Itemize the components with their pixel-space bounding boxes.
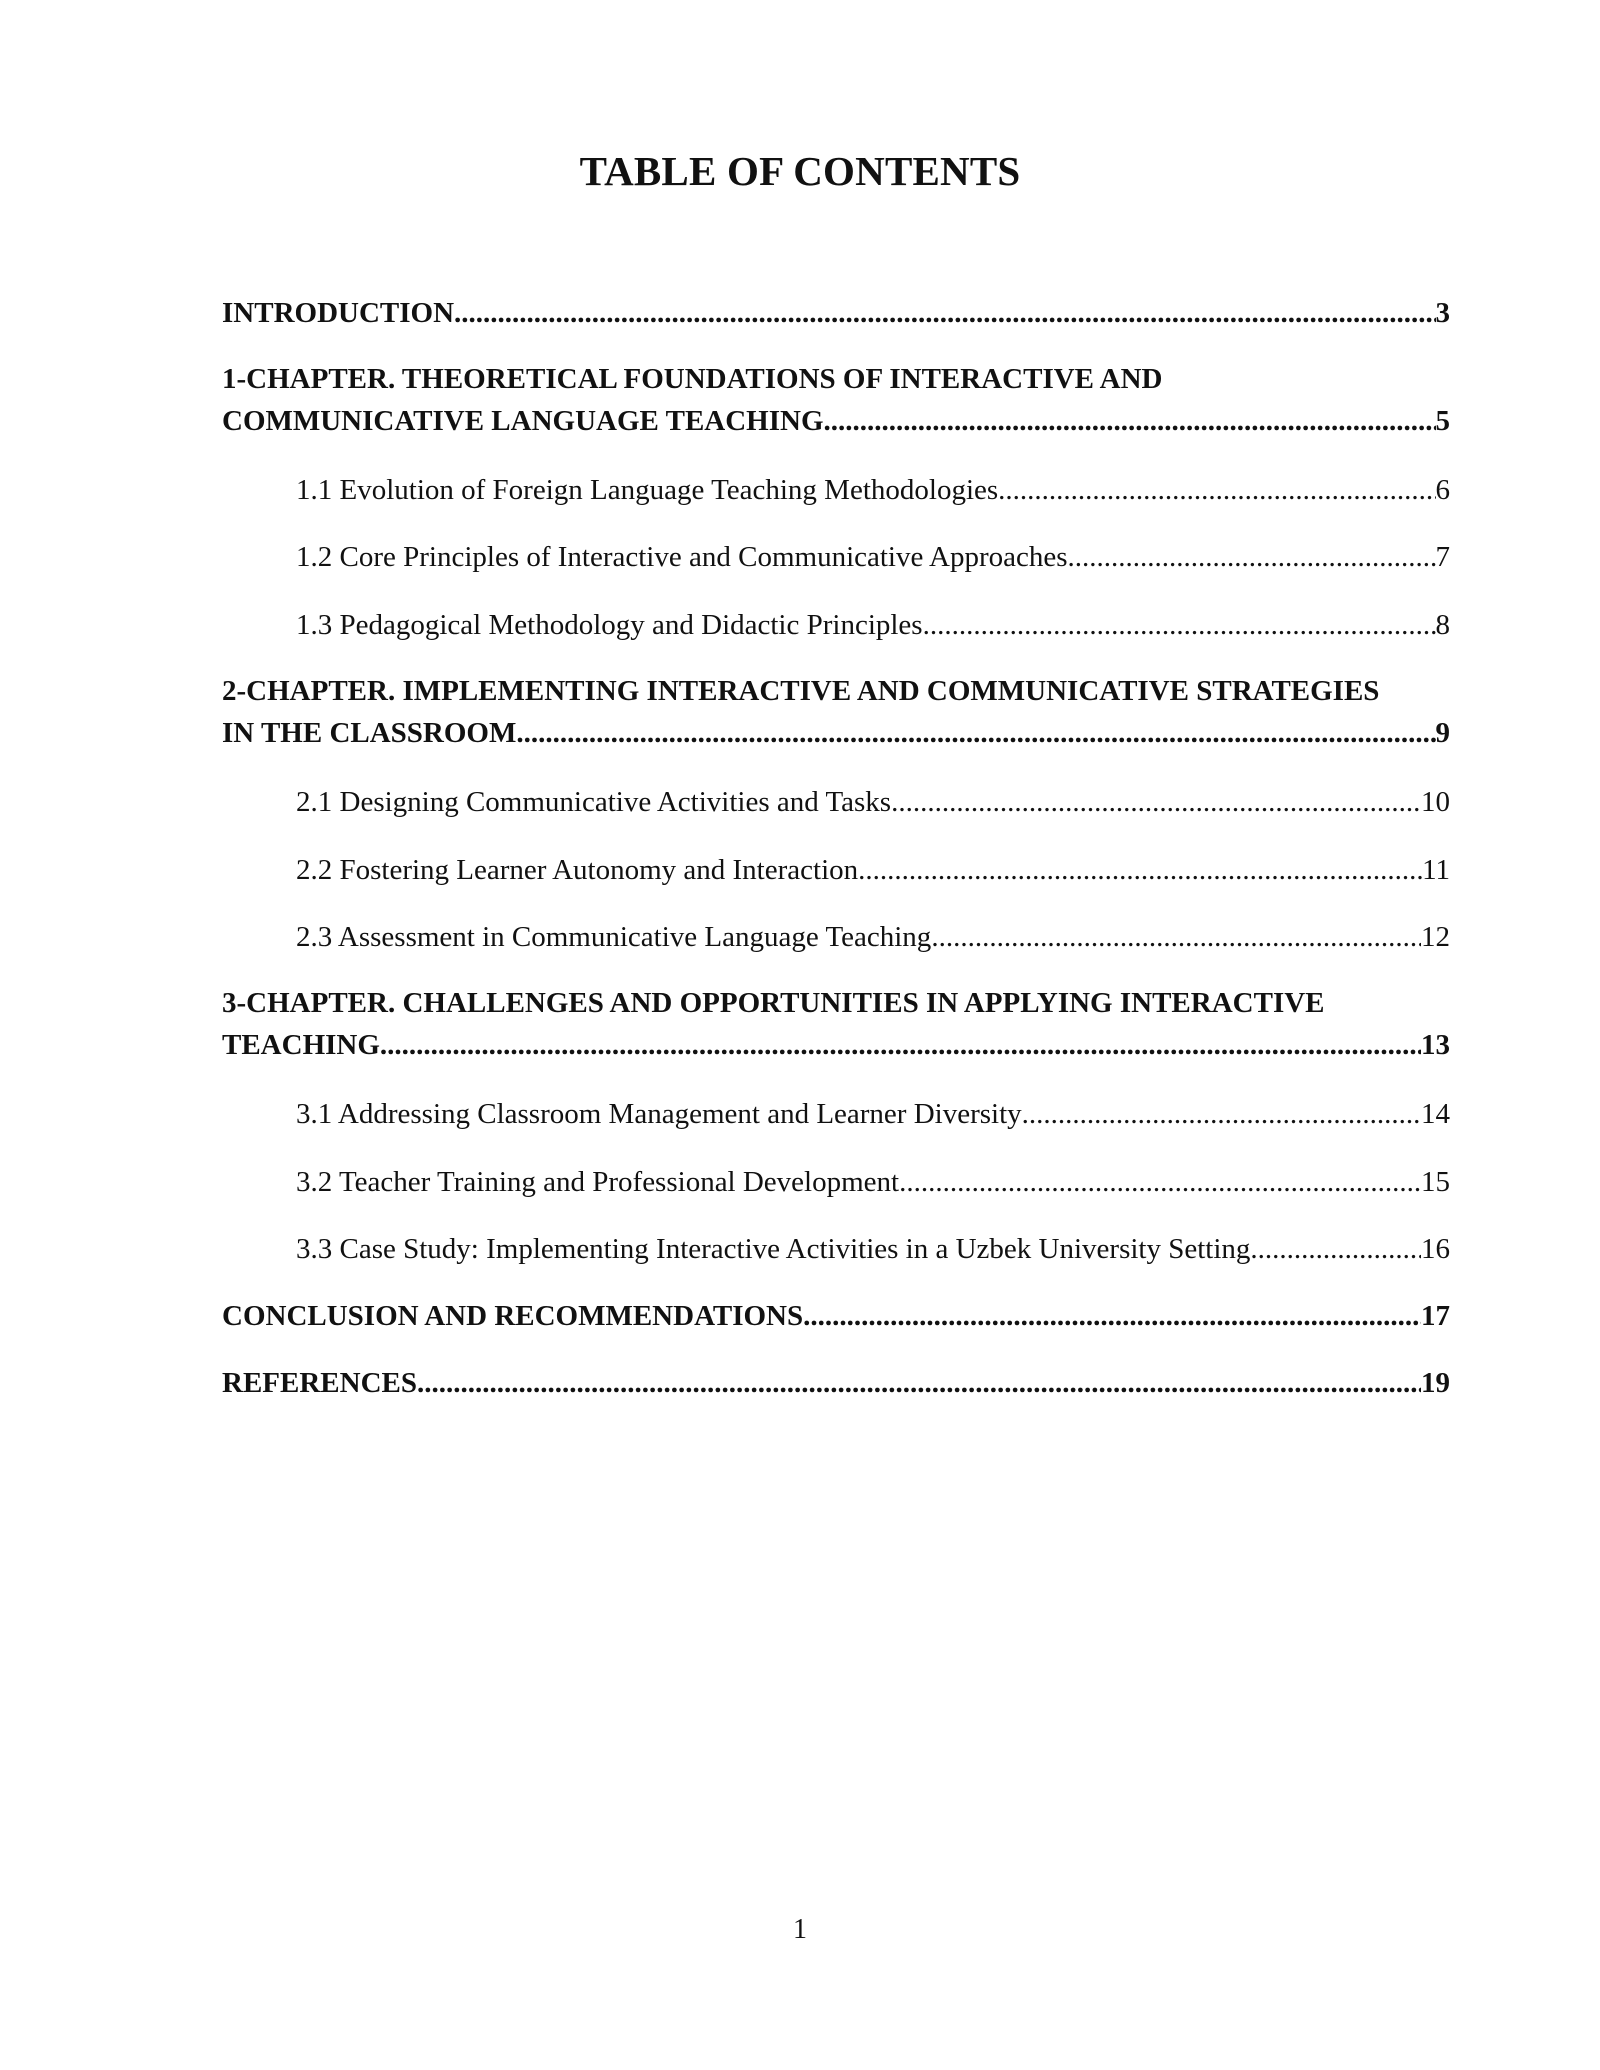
toc-entry-label: 3.2 Teacher Training and Professional Development	[296, 1166, 900, 1198]
toc-chapter-title-line: COMMUNICATIVE LANGUAGE TEACHING	[222, 405, 824, 437]
dot-leader	[923, 604, 1436, 646]
toc-entry-page: 19	[1421, 1367, 1450, 1399]
toc-entry-label: REFERENCES	[222, 1367, 417, 1399]
toc-entry-page: 17	[1421, 1300, 1450, 1332]
dot-leader	[803, 1295, 1421, 1337]
dot-leader	[824, 400, 1436, 442]
dot-leader	[858, 849, 1422, 891]
toc-entry-chapter-1[interactable]	[222, 358, 1450, 442]
toc-entry-label: 1.2 Core Principles of Interactive and Communicative Approaches	[296, 541, 1068, 573]
toc-entry-page: 11	[1422, 854, 1450, 886]
toc-entry-chapter-2[interactable]	[222, 670, 1450, 754]
toc-entry-label: 2.1 Designing Communicative Activities and Tasks	[296, 786, 892, 818]
toc-entry-section-1-2[interactable]	[296, 536, 1450, 578]
toc-entry-chapter-3[interactable]	[222, 982, 1450, 1066]
dot-leader	[998, 469, 1435, 511]
toc-entry-references[interactable]	[222, 1362, 1450, 1404]
toc-entry-section-3-2[interactable]	[296, 1161, 1450, 1203]
toc-chapter-title-line: 2-CHAPTER. IMPLEMENTING INTERACTIVE AND COMMUNICATIVE STRATEGIES	[222, 675, 1380, 707]
toc-entry-label: 1.1 Evolution of Foreign Language Teaching Methodologies	[296, 474, 999, 506]
dot-leader	[931, 916, 1421, 958]
toc-entry-section-3-1[interactable]	[296, 1093, 1450, 1135]
toc-entry-section-2-2[interactable]	[296, 849, 1450, 891]
toc-entry-page: 10	[1421, 786, 1450, 818]
toc-entry-page: 9	[1435, 717, 1450, 749]
toc-entry-section-2-1[interactable]	[296, 781, 1450, 823]
toc-chapter-title-line: TEACHING	[222, 1029, 380, 1061]
toc-entry-page: 7	[1435, 541, 1450, 573]
toc-entry-label: CONCLUSION AND RECOMMENDATIONS	[222, 1300, 804, 1332]
toc-entry-section-1-1[interactable]	[296, 469, 1450, 511]
dot-leader	[899, 1161, 1421, 1203]
toc-entry-section-3-3[interactable]	[296, 1228, 1450, 1270]
toc-entry-page: 15	[1421, 1166, 1450, 1198]
toc-entry-section-2-3[interactable]	[296, 916, 1450, 958]
toc-entry-introduction[interactable]	[222, 292, 1450, 334]
dot-leader	[417, 1362, 1421, 1404]
toc-entry-page: 8	[1435, 609, 1450, 641]
dot-leader	[1250, 1228, 1421, 1270]
dot-leader	[516, 712, 1435, 754]
toc-entry-page: 12	[1421, 921, 1450, 953]
dot-leader	[454, 292, 1435, 334]
toc-chapter-title-line: IN THE CLASSROOM	[222, 717, 517, 749]
toc-entry-label: 3.1 Addressing Classroom Management and Learner Diversity	[296, 1098, 1022, 1130]
page-title: TABLE OF CONTENTS	[579, 148, 1021, 194]
toc-entry-conclusion[interactable]	[222, 1295, 1450, 1337]
toc-entry-page: 16	[1421, 1233, 1450, 1265]
toc-entry-page: 13	[1421, 1029, 1450, 1061]
toc-entry-label: INTRODUCTION	[222, 297, 455, 329]
dot-leader	[1022, 1093, 1421, 1135]
toc-chapter-title-line: 3-CHAPTER. CHALLENGES AND OPPORTUNITIES IN APPLYING INTERACTIVE	[222, 987, 1325, 1019]
toc-entry-label: 2.3 Assessment in Communicative Language Teaching	[296, 921, 932, 953]
toc-entry-page: 6	[1435, 474, 1450, 506]
dot-leader	[380, 1024, 1421, 1066]
toc-chapter-title-line: 1-CHAPTER. THEORETICAL FOUNDATIONS OF INTERACTIVE AND	[222, 363, 1163, 395]
toc-entry-page: 14	[1421, 1098, 1450, 1130]
toc-entry-label: 1.3 Pedagogical Methodology and Didactic Principles	[296, 609, 923, 641]
page-number: 1	[793, 1914, 807, 1945]
toc-entry-page: 3	[1435, 297, 1450, 329]
toc-entry-label: 2.2 Fostering Learner Autonomy and Interaction	[296, 854, 859, 886]
dot-leader	[891, 781, 1421, 823]
toc-entry-label: 3.3 Case Study: Implementing Interactive Activities in a Uzbek University Setting	[296, 1233, 1251, 1265]
toc-entry-page: 5	[1435, 405, 1450, 437]
dot-leader	[1068, 536, 1436, 578]
toc-entry-section-1-3[interactable]	[296, 604, 1450, 646]
